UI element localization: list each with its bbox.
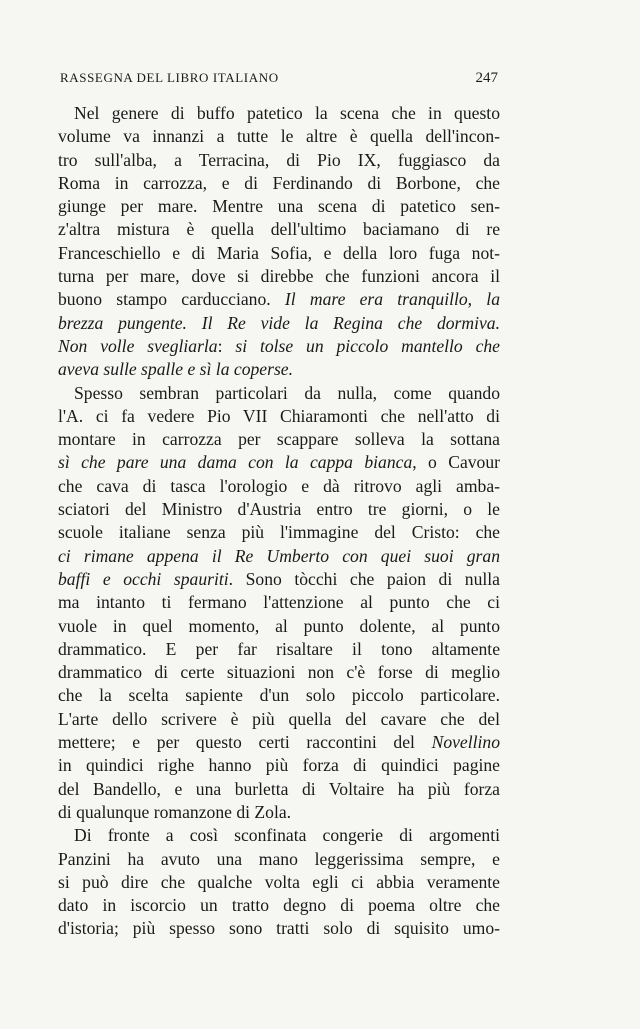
text-line <box>58 894 500 917</box>
text-line <box>58 242 500 265</box>
text-line <box>58 451 500 474</box>
text-line <box>58 102 500 125</box>
text-segment: Spesso sembran particolari da nulla, come quando <box>74 382 500 403</box>
text-segment: sciatori del Ministro d'Austria entro tre giorni, o le <box>58 499 500 520</box>
text-segment: si può dire che qualche volta egli ci abbia veramente <box>58 871 500 892</box>
text-line <box>58 149 500 172</box>
running-head <box>60 70 498 87</box>
text-segment: drammatico di certe situazioni non c'è forse di meglio <box>58 662 500 683</box>
running-head-title: RASSEGNA DEL LIBRO ITALIANO <box>60 70 279 85</box>
text-segment: in quindici righe hanno più forza di quindici pagine <box>58 755 500 776</box>
text-line <box>58 475 500 498</box>
paragraph <box>58 824 500 940</box>
text-segment: ma intanto ti fermano l'attenzione al punto che ci <box>58 592 500 613</box>
text-segment: Nel genere di buffo patetico la scena che in questo <box>74 103 500 123</box>
text-line <box>58 125 500 148</box>
text-line <box>58 684 500 707</box>
text-segment: di qualunque romanzone di Zola. <box>58 801 292 822</box>
text-segment: scuole italiane senza più l'immagine del Cristo: che <box>58 522 500 543</box>
paragraph <box>58 102 500 382</box>
italic-text: aveva sulle spalle e sì la coperse. <box>58 359 294 380</box>
text-line <box>58 731 500 754</box>
text-segment: volume va innanzi a tutte le altre è quella dell'incon- <box>58 126 500 147</box>
text-line <box>58 638 500 661</box>
text-segment: Di fronte a così sconfinata congerie di argomenti <box>74 825 500 846</box>
italic-text: Il mare era tranquillo, la <box>284 289 500 310</box>
text-segment: che cava di tasca l'orologio e dà ritrovo agli amba- <box>58 475 500 496</box>
text-line <box>58 568 500 591</box>
text-line <box>58 848 500 871</box>
text-line <box>58 521 500 544</box>
text-segment: Panzini ha avuto una mano leggerissima sempre, e <box>58 848 500 869</box>
italic-text: Non volle svegliarla <box>58 335 218 356</box>
text-line <box>58 661 500 684</box>
text-line <box>58 172 500 195</box>
text-segment: tro sull'alba, a Terracina, di Pio IX, fuggiasco da <box>58 149 500 170</box>
text-segment: z'altra mistura è quella dell'ultimo baciamano di re <box>58 219 500 240</box>
text-segment: : <box>217 335 236 356</box>
text-line <box>58 498 500 521</box>
text-line <box>58 335 500 358</box>
italic-text: si tolse un piccolo mantello che <box>235 335 500 356</box>
italic-text: brezza pungente. Il Re vide la Regina che dormiva. <box>58 312 500 333</box>
text-line <box>58 312 500 335</box>
text-line <box>58 591 500 614</box>
text-segment: . Sono tòcchi che paion di nulla <box>228 568 500 589</box>
text-segment: L'arte dello scrivere è più quella del cavare che del <box>58 708 500 729</box>
text-segment: montare in carrozza per scappare solleva la sottana <box>58 429 500 450</box>
page-number: 247 <box>475 70 498 86</box>
text-line <box>58 871 500 894</box>
text-segment: buono stampo carducciano. <box>58 289 285 310</box>
text-line <box>58 428 500 451</box>
text-segment: , o Cavour <box>412 452 500 473</box>
text-segment: Franceschiello e di Maria Sofia, e della loro fuga not- <box>58 242 500 263</box>
text-segment: vuole in quel momento, al punto dolente, al punto <box>58 615 500 636</box>
text-segment: d'istoria; più spesso sono tratti solo di squisito umo- <box>58 918 500 939</box>
text-segment: che la scelta sapiente d'un solo piccolo particolare. <box>58 685 500 706</box>
text-line <box>58 615 500 638</box>
text-segment: Roma in carrozza, e di Ferdinando di Borbone, che <box>58 172 500 193</box>
text-line <box>58 778 500 801</box>
paragraph <box>58 382 500 825</box>
text-segment: drammatico. E per far risaltare il tono altamente <box>58 638 500 659</box>
text-line <box>58 708 500 731</box>
text-line <box>58 754 500 777</box>
text-segment: l'A. ci fa vedere Pio VII Chiaramonti che nell'atto di <box>58 405 500 426</box>
italic-text: sì che pare una dama con la cappa bianca <box>58 452 413 473</box>
text-line <box>58 801 500 824</box>
italic-text: baffi e occhi spauriti <box>58 568 229 589</box>
italic-text: ci rimane appena il Re Umberto con quei suoi gran <box>58 545 500 566</box>
body-text <box>58 102 500 941</box>
text-line <box>58 265 500 288</box>
text-segment: giunge per mare. Mentre una scena di patetico sen- <box>58 196 500 217</box>
text-line <box>58 218 500 241</box>
text-line <box>58 545 500 568</box>
italic-text: Novellino <box>431 732 500 753</box>
text-line <box>58 824 500 847</box>
text-line <box>58 382 500 405</box>
text-segment: mettere; e per questo certi raccontini del <box>58 732 432 753</box>
text-line <box>58 358 500 381</box>
text-line <box>58 917 500 940</box>
text-line <box>58 405 500 428</box>
text-segment: del Bandello, e una burletta di Voltaire ha più forza <box>58 778 500 799</box>
text-line <box>58 195 500 218</box>
text-line <box>58 288 500 311</box>
text-segment: dato in iscorcio un tratto degno di poema oltre che <box>58 895 500 916</box>
text-segment: turna per mare, dove si direbbe che funzioni ancora il <box>58 266 500 287</box>
